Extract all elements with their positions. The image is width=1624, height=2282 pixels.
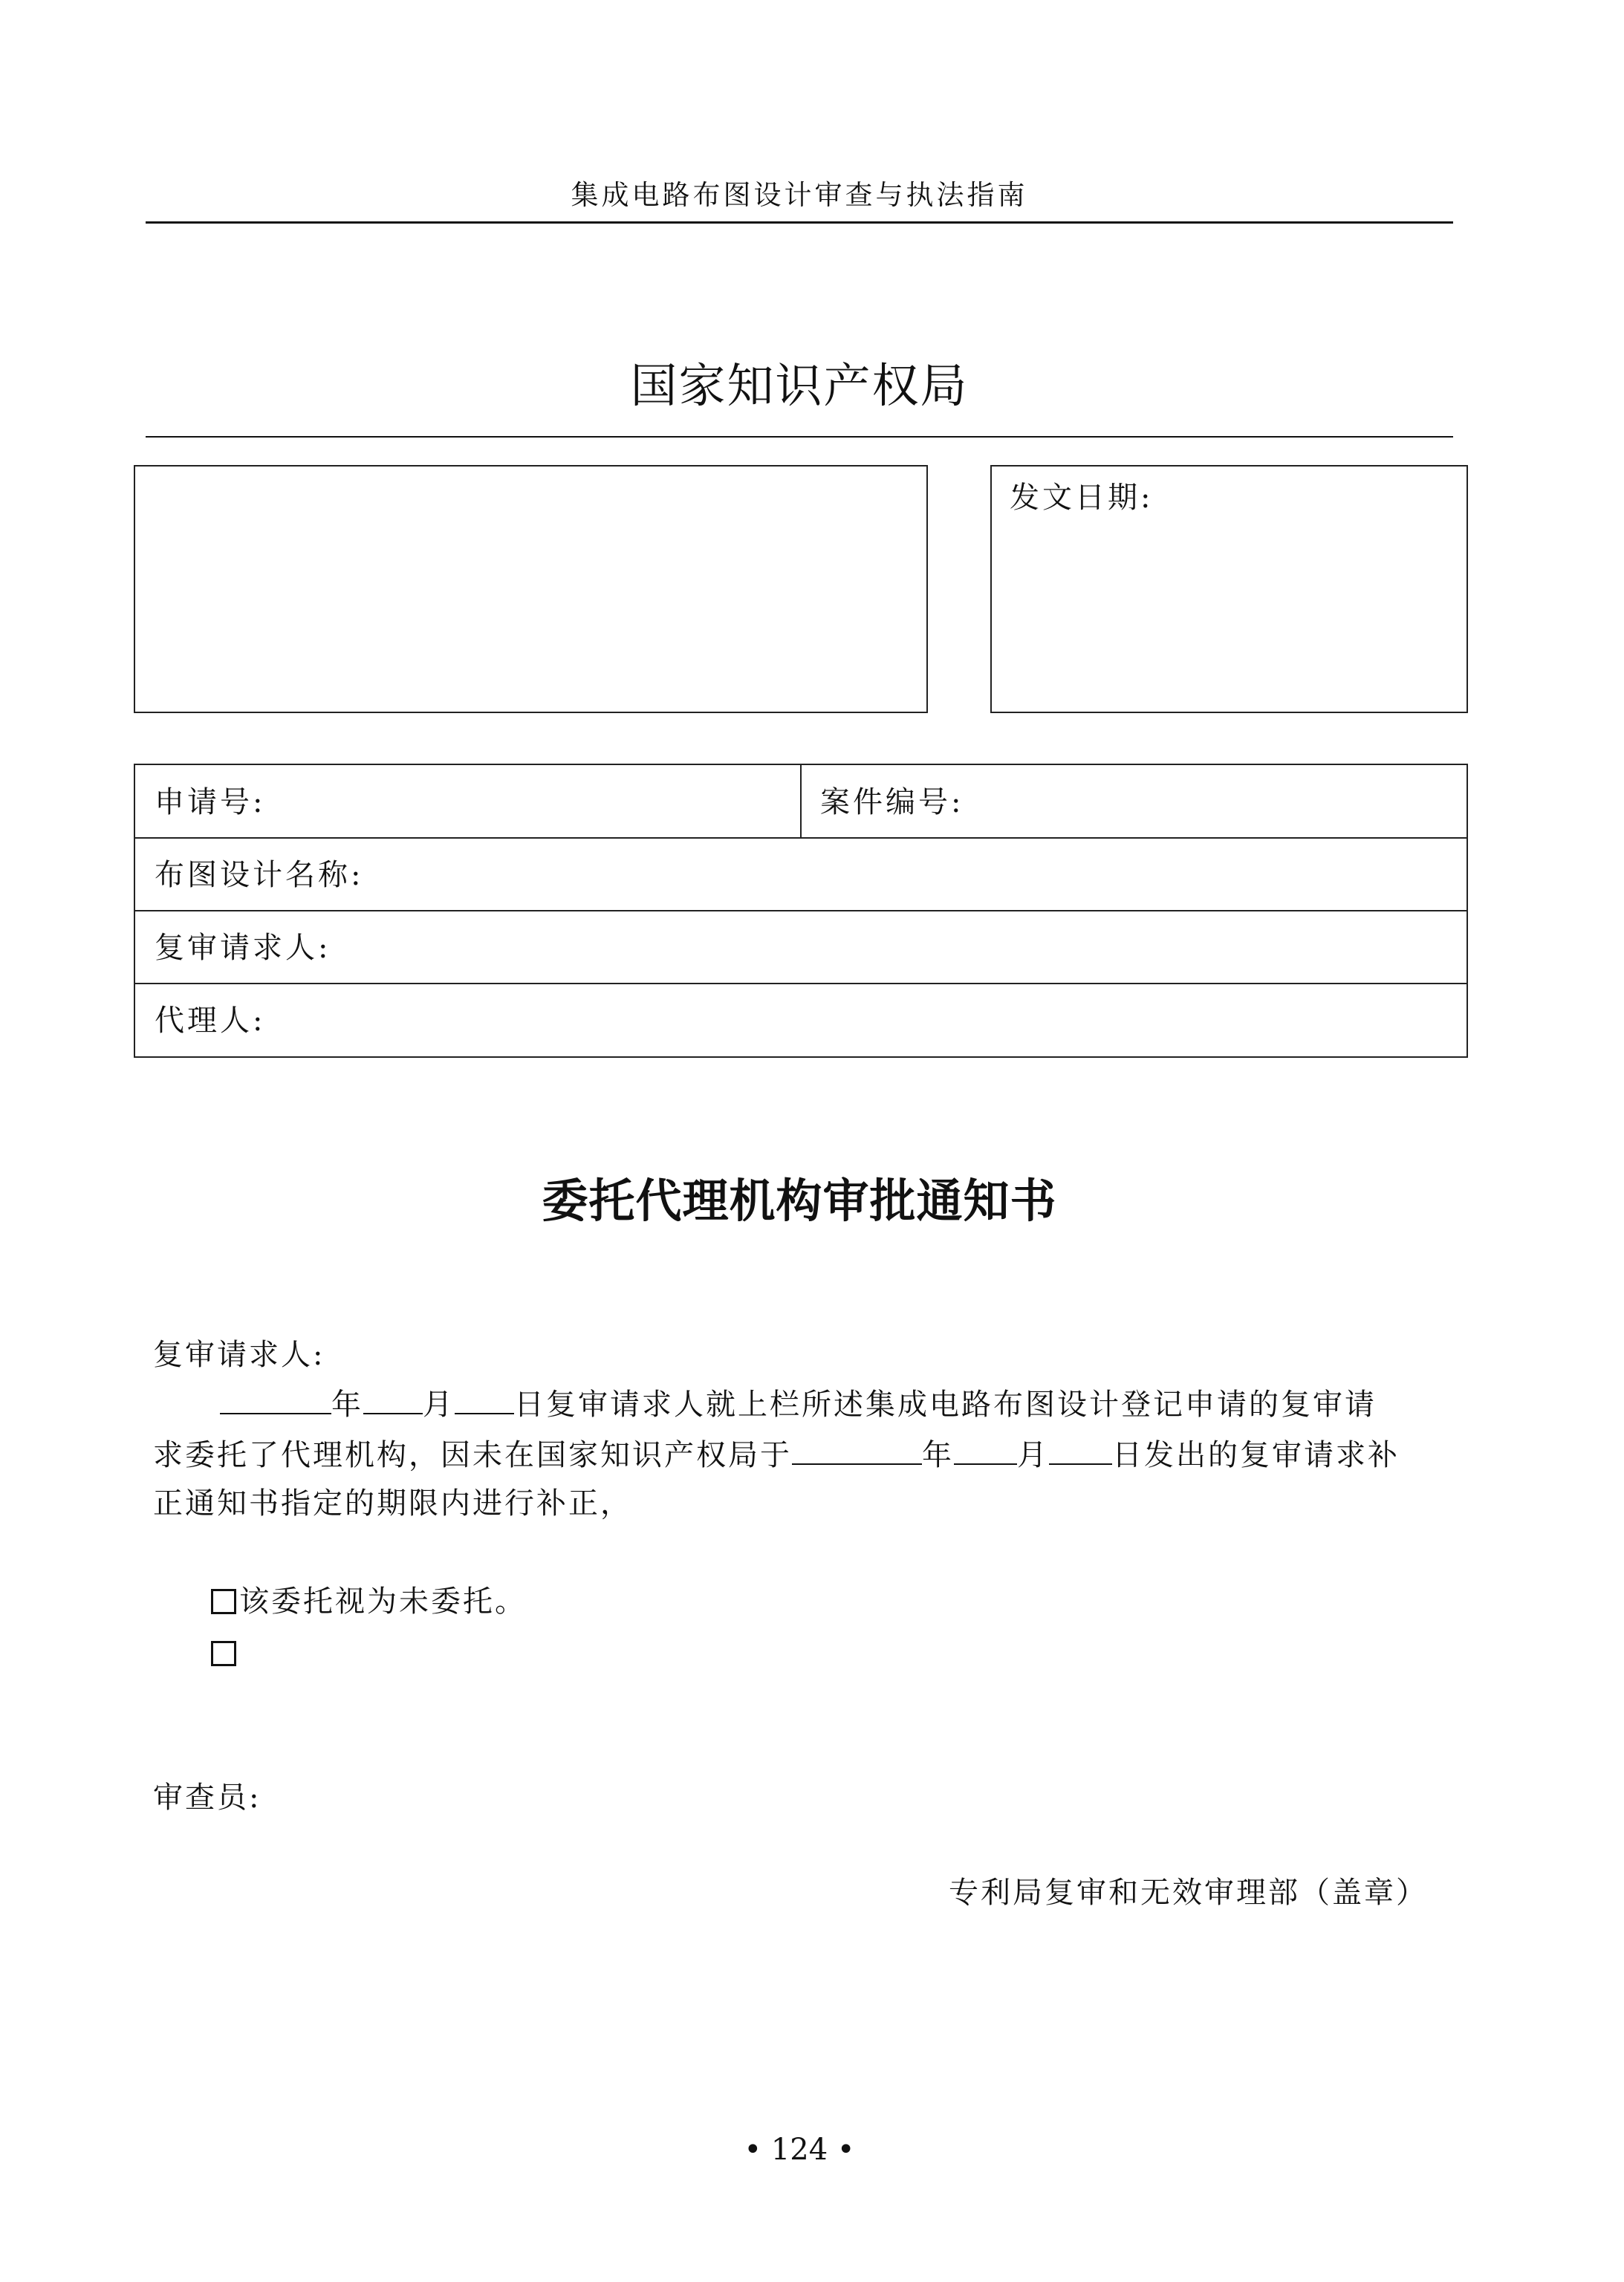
body-line-2 xyxy=(153,1431,1400,1478)
line1-text: 日复审请求人就上栏所述集成电路布图设计登记申请的复审请 xyxy=(514,1388,1377,1422)
year-blank xyxy=(220,1380,331,1414)
title-rule xyxy=(146,436,1453,438)
case-number-label: 案件编号: xyxy=(820,785,964,819)
requester-label: 复审请求人: xyxy=(155,931,331,965)
header-rule xyxy=(146,221,1453,224)
case-info-table xyxy=(134,764,1468,1058)
table-row-divider xyxy=(135,837,1467,839)
issue-date-box xyxy=(990,465,1468,713)
year-text: 年 xyxy=(922,1438,954,1472)
checkbox-treat-as-unentrusted[interactable] xyxy=(211,1589,236,1614)
application-number-label: 申请号: xyxy=(155,785,266,819)
checkbox-other[interactable] xyxy=(211,1641,236,1666)
month-text: 月 xyxy=(1017,1438,1049,1472)
indent xyxy=(153,1382,220,1414)
year-text: 年 xyxy=(331,1388,363,1422)
table-row-divider xyxy=(135,983,1467,984)
page-number: • 124 • xyxy=(744,2133,855,2167)
year-blank xyxy=(792,1431,922,1465)
month-blank xyxy=(363,1380,423,1414)
month-text: 月 xyxy=(423,1388,455,1422)
salutation: 复审请求人: xyxy=(153,1338,325,1372)
examiner-label: 审查员: xyxy=(153,1781,262,1815)
option-row xyxy=(211,1631,239,1676)
running-header: 集成电路布图设计审查与执法指南 xyxy=(571,179,1028,211)
month-blank xyxy=(954,1431,1017,1465)
body-line-1 xyxy=(153,1380,1377,1427)
line2-text-a: 求委托了代理机构，因未在国家知识产权局于 xyxy=(153,1438,792,1472)
document-title: 委托代理机构审批通知书 xyxy=(542,1174,1057,1228)
issue-date-label: 发文日期: xyxy=(1010,481,1154,515)
recipient-address-box xyxy=(134,465,928,713)
option-label: 该委托视为未委托。 xyxy=(239,1584,527,1619)
day-blank xyxy=(1049,1431,1112,1465)
department-seal-line: 专利局复审和无效审理部（盖章） xyxy=(949,1876,1428,1910)
option-row xyxy=(211,1579,527,1624)
line2-text-b: 日发出的复审请求补 xyxy=(1112,1438,1400,1472)
agent-label: 代理人: xyxy=(155,1004,266,1038)
office-title: 国家知识产权局 xyxy=(630,359,969,413)
table-row-divider xyxy=(135,910,1467,911)
day-blank xyxy=(455,1380,514,1414)
table-column-divider xyxy=(800,765,802,837)
design-name-label: 布图设计名称: xyxy=(155,858,364,892)
body-line-3: 正通知书指定的期限内进行补正， xyxy=(153,1486,632,1521)
